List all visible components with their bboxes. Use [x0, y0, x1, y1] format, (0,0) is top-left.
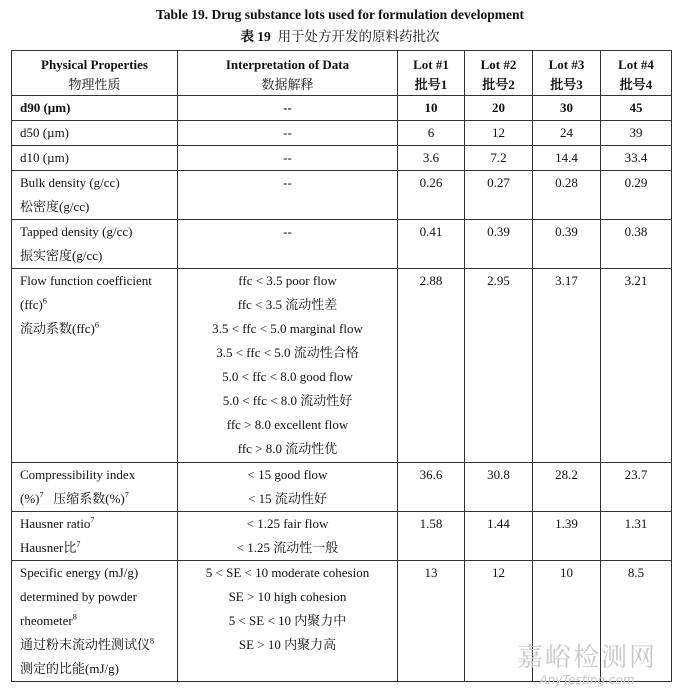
cell-ffc-lot2: 2.95	[465, 269, 533, 463]
header-interpretation: Interpretation of Data 数据解释	[178, 51, 398, 96]
table-title-zh	[0, 28, 680, 46]
cell-d50-lot4: 39	[601, 121, 672, 146]
cell-d50-lot2: 12	[465, 121, 533, 146]
cell-d10-lot3: 14.4	[533, 146, 601, 171]
header-lot-3: Lot #3 批号3	[533, 51, 601, 96]
cell-compress-lot2: 30.8	[465, 463, 533, 512]
cell-bulk-lot1: 0.26	[398, 171, 465, 220]
row-label-specific-energy: Specific energy (mJ/g) determined by powder rheometer$^8$ 通过粉末流动性测试仪$^8$ 测定的比能(mJ/g)	[12, 561, 178, 682]
table-row-tapped-density	[12, 220, 672, 269]
cell-d90-lot3: 30	[533, 96, 601, 121]
table-row-compressibility	[12, 463, 672, 512]
cell-ffc-lot3: 3.17	[533, 269, 601, 463]
cell-d10-lot4: 33.4	[601, 146, 672, 171]
row-label-ffc: Flow function coefficient (ffc)$^6$ 流动系数(ffc)$^6$	[12, 269, 178, 463]
header-lot-1: Lot #1 批号1	[398, 51, 465, 96]
watermark-zh: 嘉峪检测网	[516, 643, 657, 673]
header-physical-properties: Physical Properties 物理性质	[12, 51, 178, 96]
cell-hausner-lot3: 1.39	[533, 512, 601, 561]
table-row-bulk-density	[12, 171, 672, 220]
table-row-hausner	[12, 512, 672, 561]
table-row-d90	[12, 96, 672, 121]
cell-energy-lot4: 8.5	[601, 561, 672, 682]
cell-tapped-lot3: 0.39	[533, 220, 601, 269]
row-interp-d90: --	[178, 96, 398, 121]
watermark-en: AnyTesting.com	[539, 673, 635, 687]
cell-compress-lot1: 36.6	[398, 463, 465, 512]
cell-tapped-lot1: 0.41	[398, 220, 465, 269]
cell-bulk-lot2: 0.27	[465, 171, 533, 220]
cell-d90-lot4: 45	[601, 96, 672, 121]
row-label-d50: d50 (µm)	[12, 121, 178, 146]
table-row-ffc	[12, 269, 672, 463]
cell-d50-lot3: 24	[533, 121, 601, 146]
header-lot-2: Lot #2 批号2	[465, 51, 533, 96]
table-number-zh: 表 19	[240, 29, 271, 44]
cell-d90-lot1: 10	[398, 96, 465, 121]
table-row-d10	[12, 146, 672, 171]
row-label-tapped-density: Tapped density (g/cc) 振实密度(g/cc)	[12, 220, 178, 269]
cell-d10-lot2: 7.2	[465, 146, 533, 171]
cell-d90-lot2: 20	[465, 96, 533, 121]
row-label-d90: d90 (µm)	[12, 96, 178, 121]
cell-bulk-lot4: 0.29	[601, 171, 672, 220]
cell-bulk-lot3: 0.28	[533, 171, 601, 220]
cell-energy-lot3: 10	[533, 561, 601, 682]
cell-d10-lot1: 3.6	[398, 146, 465, 171]
row-label-bulk-density: Bulk density (g/cc) 松密度(g/cc)	[12, 171, 178, 220]
row-interp-ffc: ffc < 3.5 poor flow ffc < 3.5 流动性差 3.5 < ffc < 5.0 marginal flow 3.5 < ffc < 5.0 流动性合格 5.0 < ffc < 8.0 good flow 5.0 < ffc < 8.0 流动性好 ffc > 8.0 excellent flow ffc > 8.0 流动性优	[178, 269, 398, 463]
drug-substance-table	[11, 50, 672, 682]
header-lot-4: Lot #4 批号4	[601, 51, 672, 96]
table-header-row	[12, 51, 672, 96]
cell-hausner-lot2: 1.44	[465, 512, 533, 561]
row-interp-specific-energy: 5 < SE < 10 moderate cohesion SE > 10 high cohesion 5 < SE < 10 内聚力中 SE > 10 内聚力高	[178, 561, 398, 682]
cell-ffc-lot1: 2.88	[398, 269, 465, 463]
table-title-zh-text: 用于处方开发的原料药批次	[277, 29, 440, 44]
cell-tapped-lot4: 0.38	[601, 220, 672, 269]
cell-hausner-lot4: 1.31	[601, 512, 672, 561]
row-interp-d10: --	[178, 146, 398, 171]
row-interp-bulk-density: --	[178, 171, 398, 220]
row-interp-d50: --	[178, 121, 398, 146]
row-label-hausner: Hausner ratio$^7$ Hausner比$^7$	[12, 512, 178, 561]
table-title-en: Table 19. Drug substance lots used for formulation development	[156, 7, 524, 22]
cell-hausner-lot1: 1.58	[398, 512, 465, 561]
watermark	[512, 643, 662, 687]
cell-d50-lot1: 6	[398, 121, 465, 146]
table-row-d50	[12, 121, 672, 146]
cell-ffc-lot4: 3.21	[601, 269, 672, 463]
row-interp-hausner: < 1.25 fair flow < 1.25 流动性一般	[178, 512, 398, 561]
row-interp-compressibility: < 15 good flow < 15 流动性好	[178, 463, 398, 512]
row-interp-tapped-density: --	[178, 220, 398, 269]
cell-energy-lot2: 12	[465, 561, 533, 682]
cell-compress-lot3: 28.2	[533, 463, 601, 512]
row-label-compressibility: Compressibility index (%)$^7$ 压缩系数(%)$^7$	[12, 463, 178, 512]
cell-tapped-lot2: 0.39	[465, 220, 533, 269]
row-label-d10: d10 (µm)	[12, 146, 178, 171]
cell-energy-lot1: 13	[398, 561, 465, 682]
cell-compress-lot4: 23.7	[601, 463, 672, 512]
